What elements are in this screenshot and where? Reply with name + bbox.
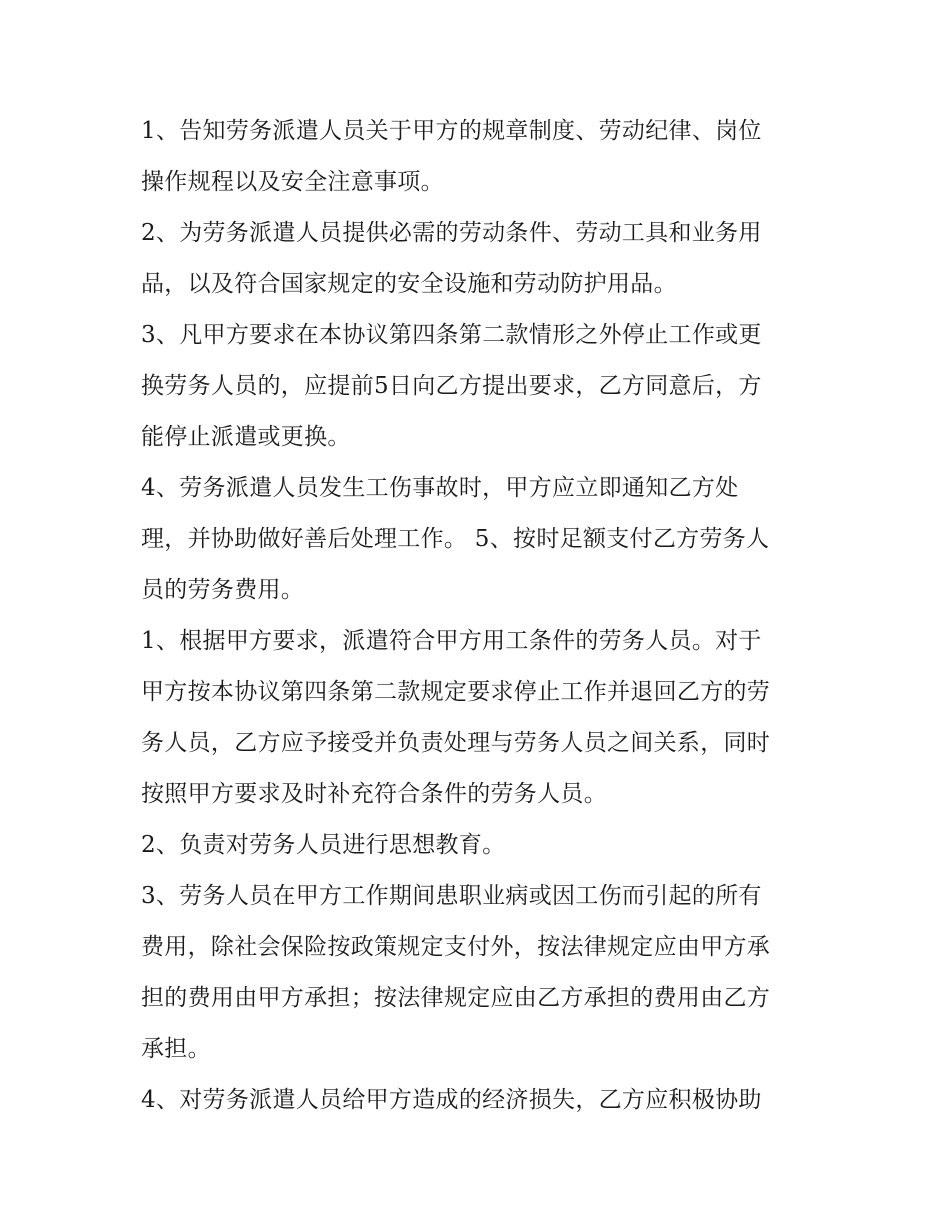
text-line: 2、负责对劳务人员进行思想教育。 [141, 832, 506, 858]
text-line: 务人员，乙方应予接受并负责处理与劳务人员之间关系，同时 [141, 730, 771, 756]
text-line: 换劳务人员的，应提前5日向乙方提出要求，乙方同意后，方 [141, 373, 762, 399]
text-line: 担的费用由甲方承担；按法律规定应由乙方承担的费用由乙方 [141, 985, 771, 1011]
text-line: 3、凡甲方要求在本协议第四条第二款情形之外停止工作或更 [141, 322, 762, 348]
text-line: 承担。 [141, 1036, 211, 1062]
text-line: 4、对劳务派遣人员给甲方造成的经济损失，乙方应积极协助 [141, 1087, 762, 1113]
text-line: 操作规程以及安全注意事项。 [141, 169, 444, 195]
text-line: 理，并协助做好善后处理工作。 5、按时足额支付乙方劳务人 [141, 526, 770, 552]
text-line: 4、劳务派遣人员发生工伤事故时，甲方应立即通知乙方处 [141, 475, 739, 501]
text-line: 能停止派遣或更换。 [141, 424, 351, 450]
text-line: 1、根据甲方要求，派遣符合甲方用工条件的劳务人员。对于 [141, 628, 762, 654]
text-line: 1、告知劳务派遣人员关于甲方的规章制度、劳动纪律、岗位 [141, 118, 762, 144]
document-body [141, 106, 821, 1126]
text-line: 3、劳务人员在甲方工作期间患职业病或因工伤而引起的所有 [141, 883, 762, 909]
text-line: 按照甲方要求及时补充符合条件的劳务人员。 [141, 781, 607, 807]
text-line: 费用，除社会保险按政策规定支付外，按法律规定应由甲方承 [141, 934, 771, 960]
text-line: 甲方按本协议第四条第二款规定要求停止工作并退回乙方的劳 [141, 679, 771, 705]
text-line: 员的劳务费用。 [141, 577, 305, 603]
text-line: 品，以及符合国家规定的安全设施和劳动防护用品。 [141, 271, 677, 297]
text-line: 2、为劳务派遣人员提供必需的劳动条件、劳动工具和业务用 [141, 220, 762, 246]
